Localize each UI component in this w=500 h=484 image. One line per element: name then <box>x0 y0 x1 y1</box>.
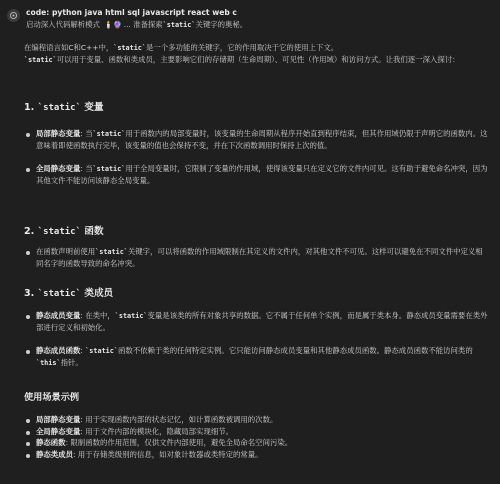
inline-code: `static` <box>24 55 57 64</box>
inline-code: `static` <box>37 103 82 113</box>
message-body <box>24 42 490 460</box>
item-pre: : 当 <box>80 164 93 173</box>
assistant-avatar <box>7 9 20 22</box>
heading-text: 函数 <box>81 226 104 237</box>
section-heading-functions <box>24 225 104 240</box>
item-pre: : 当 <box>80 129 93 138</box>
item-label: 静态类成员 <box>36 450 73 460</box>
heading-text: 类成员 <box>81 288 114 299</box>
inline-code: `static` <box>162 20 196 29</box>
list-item <box>24 426 292 438</box>
list-item <box>24 449 292 461</box>
item-text: : 用于实现函数内部的状态记忆，如计算函数被调用的次数。 <box>80 415 278 424</box>
subtitle-mid: ... 准备探索 <box>123 19 163 29</box>
item-text: 函数不依赖于类的任何特定实例。它只能访问静态成员变量和其他静态成员函数。静态成员函数不能访问类的 <box>117 346 473 355</box>
item-text: : 用于文件内部的模块化，隐藏局部实现细节。 <box>80 426 234 436</box>
functions-list <box>24 246 490 269</box>
inline-code: `static` <box>95 248 128 256</box>
inline-code: `static` <box>92 165 126 173</box>
item-label: 静态函数 <box>36 438 66 448</box>
item-text: : 用于存储类级别的信息，如对象计数器或类特定的常量。 <box>72 450 263 460</box>
item-label: 静态成员函数 <box>36 346 81 355</box>
heading-text: 变量 <box>81 102 104 113</box>
emoji-icons: 🕯️🔮 <box>104 20 122 29</box>
item-text: 用于全局变量时，它限制了变量的作用域，使得该变量只在定义它的文件内可见。这有助于避免命名冲突，因为其他文件不能访问该静态全局变量。 <box>36 164 488 185</box>
section-heading-variables <box>24 101 104 116</box>
item-label: 局部静态变量 <box>36 129 81 138</box>
inline-code: `static` <box>37 289 82 299</box>
item-text: 关键字，可以将函数的作用域限制在其定义的文件内，对其他文件不可见。这样可以避免在不同文件中定义相同名字的函数导致的命名冲突。 <box>36 247 483 268</box>
item-text: 变量是该类的所有对象共享的数据。它不属于任何单个实例，而是属于类本身。静态成员变量需要在类外部进行定义和初始化。 <box>36 311 488 332</box>
intro-paragraph <box>24 42 490 65</box>
heading-number: 1. <box>24 102 38 113</box>
intro-text-1b: 是一个多功能的关键字，它的作用取决于它的使用上下文。 <box>145 43 339 52</box>
section-heading-examples: 使用场景示例 <box>24 392 80 403</box>
variables-list <box>24 128 490 186</box>
item-text: 用于函数内的局部变量时，该变量的生命周期从程序开始直到程序结束，但其作用域仍限于声明它的函数内。这意味着即使函数执行完毕，该变量的值也会保持不变，并在下次函数调用时保持上次的值。 <box>36 129 488 150</box>
intro-text-1: 在编程语言如C和C++中， <box>24 43 114 52</box>
bot-icon <box>9 11 18 20</box>
message-header <box>26 7 494 31</box>
list-item <box>24 345 490 368</box>
item-label: 静态成员变量 <box>36 311 81 320</box>
inline-code: `static` <box>85 347 118 355</box>
inline-code: `static` <box>37 227 82 237</box>
heading-number: 2. <box>24 226 38 237</box>
class-members-list <box>24 310 490 368</box>
gpt-name: code: python java html sql javascript react web c <box>26 8 237 17</box>
list-item <box>24 163 490 186</box>
item-label: 全局静态变量 <box>36 164 81 173</box>
list-item <box>24 414 292 426</box>
section-heading-class-members <box>24 287 113 302</box>
inline-code: `static` <box>114 312 148 320</box>
item-text: : 限制函数的作用范围，仅供文件内部使用，避免全局命名空间污染。 <box>65 438 293 448</box>
item-post: 指针。 <box>60 357 83 367</box>
list-item <box>24 437 292 449</box>
item-pre: 在函数声明前使用 <box>36 247 96 256</box>
header-subtitle <box>26 19 494 31</box>
item-label: 局部静态变量 <box>36 415 81 424</box>
intro-text-2: 可以用于变量、函数和类成员，主要影响它们的存储期（生命周期）、可见性（作用域）和访问方式。让我们逐一深入探讨： <box>56 54 460 64</box>
list-item <box>24 310 490 333</box>
list-item <box>24 246 490 269</box>
item-pre: : 在类中， <box>80 311 115 320</box>
heading-number: 3. <box>24 288 38 299</box>
item-label: 全局静态变量 <box>36 426 81 436</box>
subtitle-end: 关键字的奥秘。 <box>195 19 248 29</box>
inline-code: `this` <box>36 358 61 367</box>
subtitle-text: 启动深入代码解析模式 <box>26 19 100 29</box>
inline-code: `static` <box>113 44 146 52</box>
inline-code: `static` <box>92 130 126 138</box>
examples-list <box>24 414 292 461</box>
list-item <box>24 128 490 151</box>
item-pre: : <box>80 346 86 355</box>
